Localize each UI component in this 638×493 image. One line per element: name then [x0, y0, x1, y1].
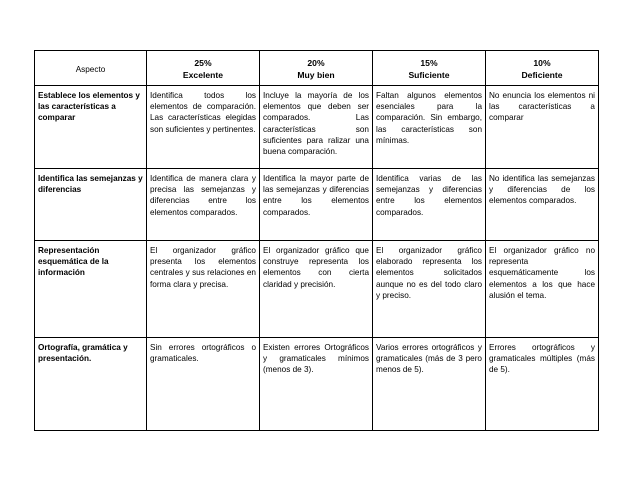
level-name: Muy bien — [297, 70, 335, 80]
level-name: Excelente — [182, 70, 224, 80]
level-percent: 25% — [194, 58, 212, 68]
criterion-label: Representación esquemática de la información — [35, 241, 147, 338]
rubric-cell: Incluye la mayoría de los elementos que deben ser comparados. Las características son suficientes para ralizar una buena comparación. — [260, 86, 373, 169]
level-name: Deficiente — [521, 70, 563, 80]
level-percent: 10% — [533, 58, 551, 68]
table-row — [35, 338, 599, 431]
level-percent: 20% — [307, 58, 325, 68]
rubric-cell: Sin errores ortográficos o gramaticales. — [147, 338, 260, 431]
level-name: Suficiente — [408, 70, 450, 80]
rubric-cell: El organizador gráfico presenta los elementos centrales y sus relaciones en forma clara y precisa. — [147, 241, 260, 338]
rubric-cell: Faltan algunos elementos esenciales para la comparación. Sin embargo, las características son mínimas. — [373, 86, 486, 169]
rubric-cell: El organizador gráfico que construye representa los elementos con cierta claridad y precisión. — [260, 241, 373, 338]
table-row — [35, 169, 599, 241]
level-header-muy-bien — [260, 51, 373, 86]
level-header-excelente — [147, 51, 260, 86]
rubric-cell: Identifica la mayor parte de las semejanzas y diferencias entre los elementos comparados. — [260, 169, 373, 241]
rubric-cell: Existen errores Ortográficos y gramaticales mínimos (menos de 3). — [260, 338, 373, 431]
criterion-label: Ortografía, gramática y presentación. — [35, 338, 147, 431]
rubric-cell: No identifica las semejanzas y diferencias de los elementos comparados. — [486, 169, 599, 241]
rubric-cell: Errores ortográficos y gramaticales múltiples (más de 5). — [486, 338, 599, 431]
level-percent: 15% — [420, 58, 438, 68]
rubric-cell: Identifica todos los elementos de comparación. Las características elegidas son suficientes y pertinentes. — [147, 86, 260, 169]
level-header-suficiente — [373, 51, 486, 86]
table-row — [35, 86, 599, 169]
rubric-cell: No enuncia los elementos ni las características a comparar — [486, 86, 599, 169]
rubric-cell: El organizador gráfico elaborado representa los elementos solicitados aunque no es del todo claro y preciso. — [373, 241, 486, 338]
rubric-cell: Identifica varias de las semejanzas y diferencias entre los elementos comparados. — [373, 169, 486, 241]
criterion-label: Identifica las semejanzas y diferencias — [35, 169, 147, 241]
criterion-label: Establece los elementos y las características a comparar — [35, 86, 147, 169]
rubric-cell: Identifica de manera clara y precisa las semejanzas y diferencias entre los elementos comparados. — [147, 169, 260, 241]
header-row — [35, 51, 599, 86]
rubric-cell: El organizador gráfico no representa esquemáticamente los elementos a los que hace alusión el tema. — [486, 241, 599, 338]
level-header-deficiente — [486, 51, 599, 86]
aspect-header: Aspecto — [35, 51, 147, 86]
rubric-table — [34, 50, 599, 431]
table-row — [35, 241, 599, 338]
rubric-cell: Varios errores ortográficos y gramaticales (más de 3 pero menos de 5). — [373, 338, 486, 431]
